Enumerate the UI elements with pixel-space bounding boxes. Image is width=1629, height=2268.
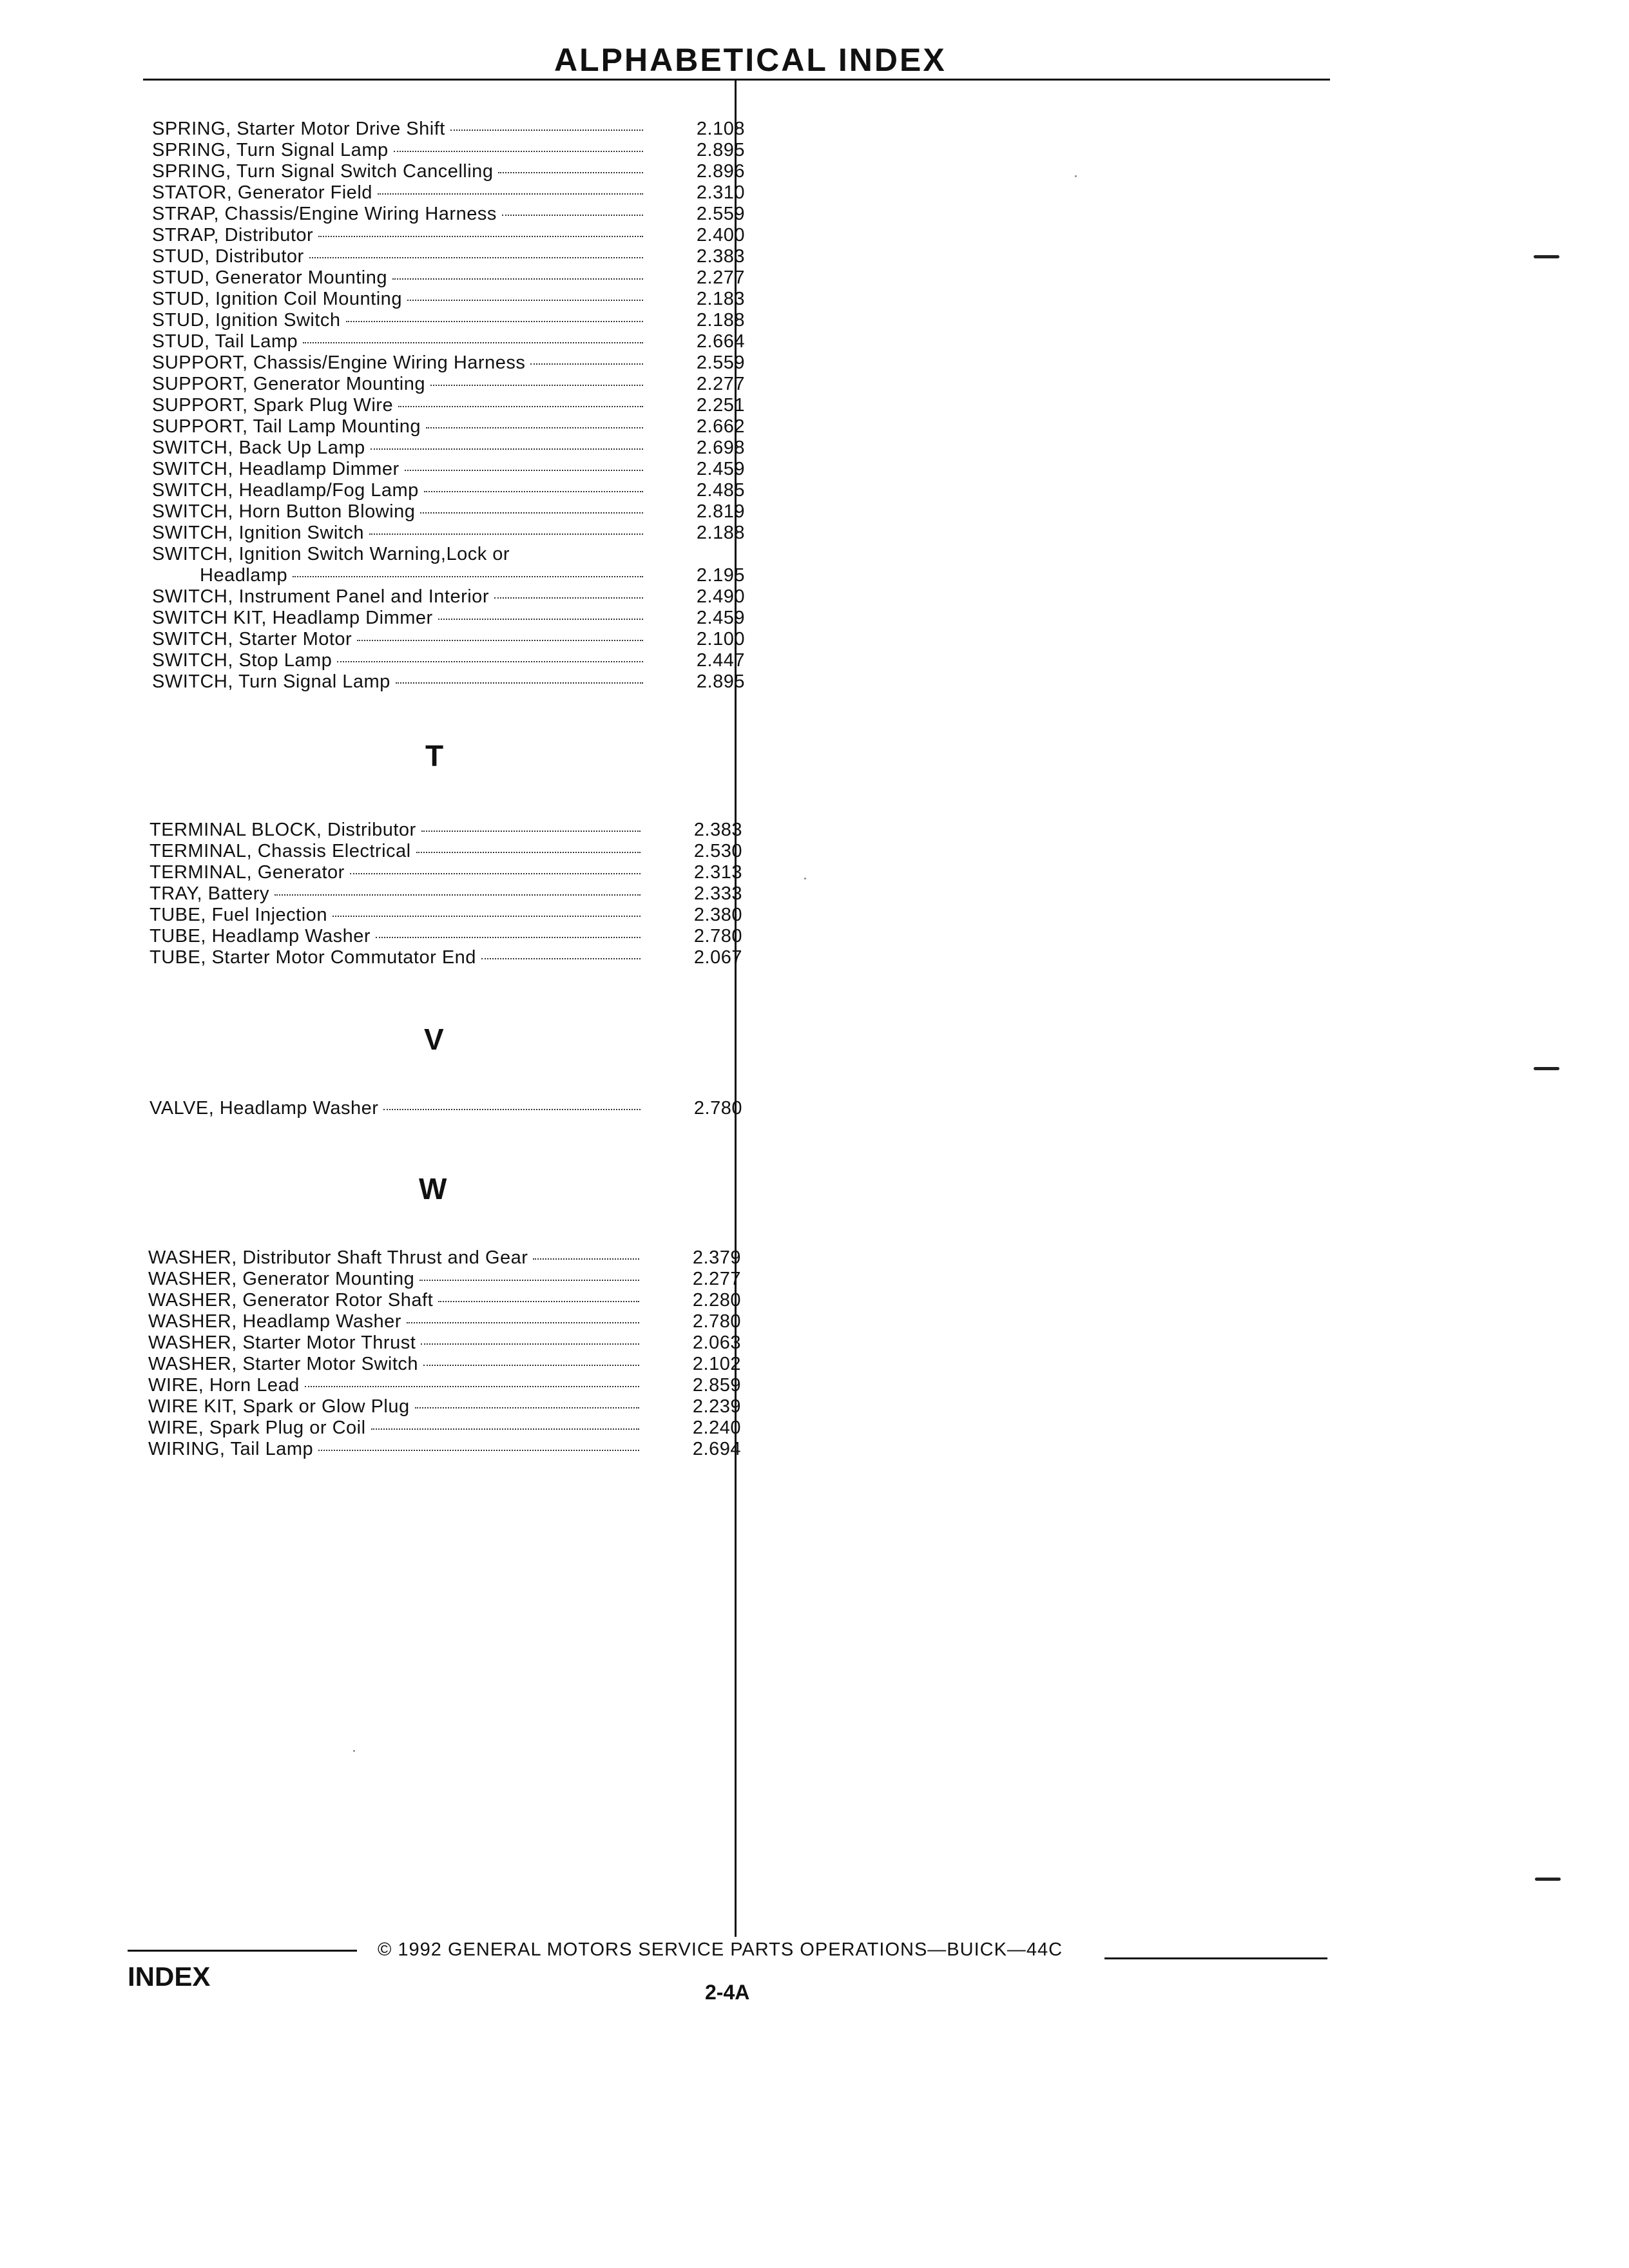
- entry-page: 2.694: [692, 1439, 741, 1459]
- entry-label: TERMINAL BLOCK, Distributor: [149, 820, 416, 840]
- entry-page: 2.383: [693, 820, 742, 840]
- index-entry: [152, 310, 745, 331]
- index-entry: [148, 1247, 741, 1269]
- entry-label: SWITCH, Ignition Switch Warning,Lock or: [152, 544, 510, 564]
- dot-leader: [394, 151, 643, 152]
- index-entry: [152, 480, 745, 501]
- index-entry: [152, 671, 745, 693]
- index-entry: [152, 331, 745, 352]
- dot-leader: [405, 470, 643, 471]
- index-entry: [148, 1332, 741, 1354]
- entry-label: STRAP, Chassis/Engine Wiring Harness: [152, 204, 497, 224]
- entry-label: WASHER, Headlamp Washer: [148, 1311, 401, 1332]
- entry-page: 2.379: [692, 1247, 741, 1268]
- dot-leader: [346, 321, 643, 322]
- entry-label: SUPPORT, Chassis/Engine Wiring Harness: [152, 352, 526, 373]
- entry-label: TUBE, Headlamp Washer: [149, 926, 371, 947]
- dot-leader: [371, 448, 643, 450]
- index-entry: [152, 586, 745, 608]
- index-list-w: [148, 1247, 741, 1460]
- entry-label: WIRE, Horn Lead: [148, 1375, 300, 1396]
- index-entry: [152, 374, 745, 395]
- entry-page: 2.280: [692, 1290, 741, 1311]
- section-letter-w: W: [419, 1172, 447, 1206]
- registration-mark: [1534, 1067, 1559, 1070]
- index-list-s: [152, 119, 745, 693]
- index-entry: [148, 1269, 741, 1290]
- dot-leader: [383, 1109, 641, 1110]
- entry-page: 2.459: [696, 608, 745, 628]
- dot-leader: [481, 958, 641, 959]
- index-entry: [152, 140, 745, 161]
- entry-label: WASHER, Generator Mounting: [148, 1269, 415, 1289]
- entry-page: 2.859: [692, 1375, 741, 1396]
- index-entry: [149, 1098, 742, 1119]
- index-list-v: [149, 1098, 742, 1119]
- entry-label: TERMINAL, Generator: [149, 862, 345, 883]
- index-entry: [152, 246, 745, 267]
- dot-leader: [450, 130, 643, 131]
- scan-speck: [804, 878, 806, 879]
- index-entry: [149, 883, 742, 905]
- entry-page: 2.277: [696, 267, 745, 288]
- registration-mark: [1535, 1878, 1561, 1881]
- dot-leader: [378, 193, 643, 195]
- dot-leader: [303, 342, 643, 343]
- index-entry: [149, 841, 742, 862]
- dot-leader: [396, 682, 643, 684]
- index-entry: [149, 862, 742, 883]
- entry-page: 2.188: [696, 310, 745, 331]
- dot-leader: [424, 491, 643, 492]
- index-entry: [152, 629, 745, 650]
- index-entry: [152, 459, 745, 480]
- entry-label: WIRE KIT, Spark or Glow Plug: [148, 1396, 410, 1417]
- index-entry: [152, 650, 745, 671]
- entry-page: 2.780: [693, 926, 742, 947]
- entry-label: SWITCH, Headlamp/Fog Lamp: [152, 480, 419, 501]
- entry-label: SPRING, Starter Motor Drive Shift: [152, 119, 445, 139]
- index-entry: [148, 1439, 741, 1460]
- index-entry: [152, 395, 745, 416]
- index-entry: [152, 416, 745, 437]
- entry-page: 2.895: [696, 140, 745, 160]
- index-entry: [148, 1290, 741, 1311]
- entry-page: 2.277: [692, 1269, 741, 1289]
- index-entry: [149, 905, 742, 926]
- dot-leader: [419, 1280, 639, 1281]
- entry-page: 2.896: [696, 161, 745, 182]
- header-rule: [143, 79, 1330, 81]
- dot-leader: [275, 894, 641, 896]
- index-entry: [152, 161, 745, 182]
- entry-page: 2.490: [696, 586, 745, 607]
- index-entry: [148, 1354, 741, 1375]
- entry-page: 2.313: [693, 862, 742, 883]
- entry-label: SUPPORT, Generator Mounting: [152, 374, 425, 394]
- index-entry: [149, 820, 742, 841]
- dot-leader: [376, 937, 641, 938]
- entry-label: SPRING, Turn Signal Switch Cancelling: [152, 161, 494, 182]
- dot-leader: [415, 1407, 639, 1408]
- copyright-notice: © 1992 GENERAL MOTORS SERVICE PARTS OPERATIONS—BUICK—44C: [378, 1939, 1063, 1960]
- dot-leader: [407, 1322, 639, 1323]
- entry-label: TRAY, Battery: [149, 883, 269, 904]
- entry-label: WASHER, Starter Motor Thrust: [148, 1332, 416, 1353]
- entry-page: 2.383: [696, 246, 745, 267]
- index-entry: [152, 119, 745, 140]
- entry-label: VALVE, Headlamp Washer: [149, 1098, 379, 1119]
- entry-page: 2.251: [696, 395, 745, 416]
- entry-label: SWITCH, Stop Lamp: [152, 650, 333, 671]
- dot-leader: [357, 640, 643, 641]
- dot-leader: [318, 236, 643, 237]
- dot-leader: [337, 661, 643, 662]
- dot-leader: [430, 385, 643, 386]
- entry-label: SPRING, Turn Signal Lamp: [152, 140, 389, 160]
- entry-label: SUPPORT, Spark Plug Wire: [152, 395, 394, 416]
- entry-page: 2.819: [696, 501, 745, 522]
- entry-label: STUD, Tail Lamp: [152, 331, 298, 352]
- entry-label: SWITCH, Turn Signal Lamp: [152, 671, 390, 692]
- entry-page: 2.188: [696, 523, 745, 543]
- entry-page: 2.662: [696, 416, 745, 437]
- entry-label: SWITCH KIT, Headlamp Dimmer: [152, 608, 433, 628]
- dot-leader: [318, 1450, 639, 1451]
- entry-label: WIRE, Spark Plug or Coil: [148, 1418, 366, 1438]
- entry-page: 2.485: [696, 480, 745, 501]
- entry-page: 2.780: [692, 1311, 741, 1332]
- page-number: 2-4A: [705, 1981, 750, 2004]
- index-entry: [149, 926, 742, 947]
- entry-label: SWITCH, Back Up Lamp: [152, 437, 365, 458]
- entry-page: 2.239: [692, 1396, 741, 1417]
- dot-leader: [369, 533, 643, 535]
- index-entry: [152, 289, 745, 310]
- entry-label: TERMINAL, Chassis Electrical: [149, 841, 411, 861]
- entry-page: 2.102: [692, 1354, 741, 1374]
- index-entry: [152, 182, 745, 204]
- entry-page: 2.530: [693, 841, 742, 861]
- dot-leader: [533, 1258, 639, 1260]
- entry-label: STUD, Ignition Switch: [152, 310, 341, 331]
- dot-leader: [438, 619, 643, 620]
- section-letter-t: T: [425, 739, 444, 773]
- index-list-t: [149, 820, 742, 968]
- entry-page: 2.459: [696, 459, 745, 479]
- dot-leader: [530, 363, 643, 365]
- entry-label: WASHER, Distributor Shaft Thrust and Gear: [148, 1247, 528, 1268]
- entry-label: STUD, Ignition Coil Mounting: [152, 289, 402, 309]
- entry-page: 2.195: [696, 565, 745, 586]
- entry-label: TUBE, Fuel Injection: [149, 905, 327, 925]
- index-entry: [148, 1375, 741, 1396]
- dot-leader: [502, 215, 643, 216]
- entry-label: SWITCH, Horn Button Blowing: [152, 501, 416, 522]
- entry-page: 2.447: [696, 650, 745, 671]
- entry-page: 2.240: [692, 1418, 741, 1438]
- entry-label: Headlamp: [200, 565, 288, 586]
- index-entry: [148, 1396, 741, 1418]
- dot-leader: [293, 576, 643, 577]
- entry-page: 2.698: [696, 437, 745, 458]
- entry-page: 2.067: [693, 947, 742, 968]
- entry-page: 2.780: [693, 1098, 742, 1119]
- dot-leader: [350, 873, 641, 874]
- entry-page: 2.559: [696, 352, 745, 373]
- dot-leader: [333, 916, 641, 917]
- entry-page: 2.108: [696, 119, 745, 139]
- index-entry: [152, 544, 745, 565]
- entry-page: 2.664: [696, 331, 745, 352]
- dot-leader: [423, 1365, 639, 1366]
- dot-leader: [371, 1428, 639, 1430]
- dot-leader: [392, 278, 643, 280]
- dot-leader: [421, 1343, 639, 1345]
- footer-section-label: INDEX: [128, 1961, 211, 1992]
- section-letter-v: V: [424, 1023, 444, 1056]
- index-entry: [152, 437, 745, 459]
- index-entry: [152, 523, 745, 544]
- entry-page: 2.333: [693, 883, 742, 904]
- index-entry: [152, 204, 745, 225]
- entry-page: 2.063: [692, 1332, 741, 1353]
- index-entry: [149, 947, 742, 968]
- dot-leader: [309, 257, 643, 258]
- dot-leader: [494, 597, 643, 599]
- dot-leader: [398, 406, 643, 407]
- dot-leader: [421, 831, 641, 832]
- entry-label: TUBE, Starter Motor Commutator End: [149, 947, 476, 968]
- index-entry: [152, 225, 745, 246]
- entry-label: SWITCH, Starter Motor: [152, 629, 352, 649]
- index-entry: [152, 352, 745, 374]
- dot-leader: [305, 1386, 639, 1387]
- entry-page: 2.895: [696, 671, 745, 692]
- footer-rule-right: [1104, 1957, 1327, 1959]
- scan-speck: [353, 1750, 355, 1752]
- entry-page: 2.310: [696, 182, 745, 203]
- entry-label: SUPPORT, Tail Lamp Mounting: [152, 416, 421, 437]
- entry-page: 2.277: [696, 374, 745, 394]
- entry-page: 2.400: [696, 225, 745, 245]
- entry-label: STRAP, Distributor: [152, 225, 314, 245]
- dot-leader: [498, 172, 643, 173]
- index-entry: [152, 501, 745, 523]
- entry-page: 2.380: [693, 905, 742, 925]
- index-entry-continuation: [152, 565, 745, 586]
- footer-rule-left: [128, 1950, 357, 1952]
- entry-label: SWITCH, Ignition Switch: [152, 523, 364, 543]
- entry-page: 2.183: [696, 289, 745, 309]
- entry-label: WASHER, Starter Motor Switch: [148, 1354, 419, 1374]
- registration-mark: [1534, 255, 1559, 258]
- index-entry: [152, 267, 745, 289]
- entry-page: 2.100: [696, 629, 745, 649]
- entry-label: STATOR, Generator Field: [152, 182, 372, 203]
- entry-label: SWITCH, Headlamp Dimmer: [152, 459, 400, 479]
- dot-leader: [407, 300, 643, 301]
- dot-leader: [438, 1301, 639, 1302]
- entry-label: STUD, Generator Mounting: [152, 267, 387, 288]
- entry-label: STUD, Distributor: [152, 246, 304, 267]
- dot-leader: [426, 427, 643, 428]
- dot-leader: [420, 512, 643, 514]
- scan-speck: [1075, 175, 1077, 177]
- index-entry: [148, 1311, 741, 1332]
- dot-leader: [416, 852, 641, 853]
- index-entry: [148, 1418, 741, 1439]
- entry-label: WIRING, Tail Lamp: [148, 1439, 314, 1459]
- page-title: ALPHABETICAL INDEX: [554, 42, 947, 78]
- entry-page: 2.559: [696, 204, 745, 224]
- index-entry: [152, 608, 745, 629]
- entry-label: WASHER, Generator Rotor Shaft: [148, 1290, 434, 1311]
- entry-label: SWITCH, Instrument Panel and Interior: [152, 586, 489, 607]
